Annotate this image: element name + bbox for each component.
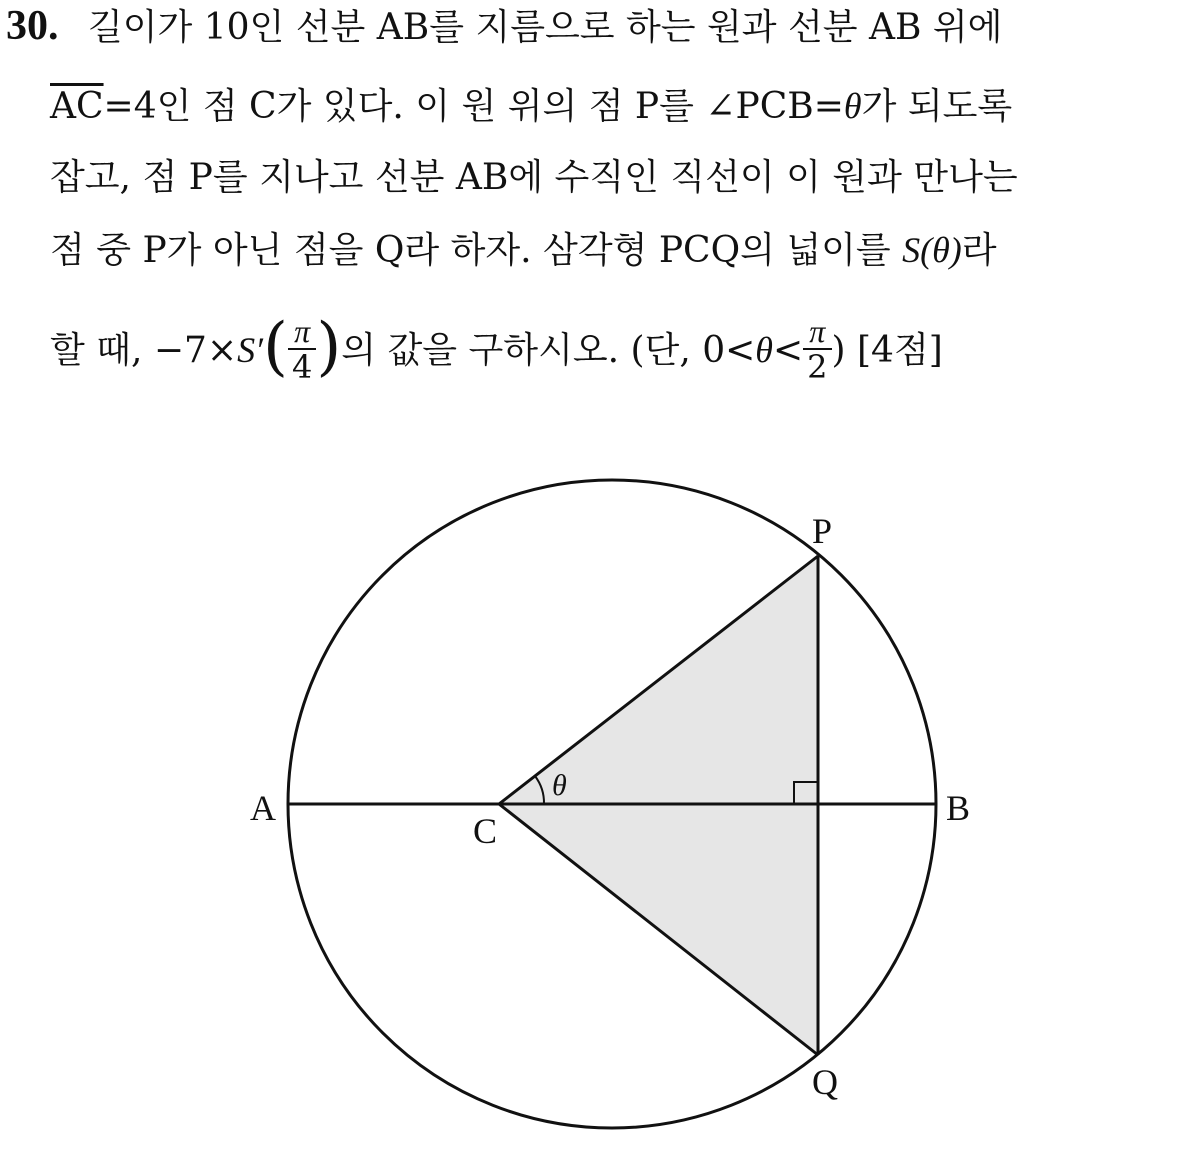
theta-symbol: θ [843, 86, 862, 126]
fraction-denominator: 4 [288, 348, 316, 384]
fraction2-numerator: π [809, 313, 826, 349]
label-p: P [812, 511, 833, 551]
line4-text: 점 중 P가 아닌 점을 Q라 하자. 삼각형 PCQ의 넓이를 [50, 230, 891, 271]
area-function: S(θ) [902, 230, 962, 270]
theta-symbol-2: θ [755, 330, 773, 370]
label-c: C [473, 811, 498, 851]
line5-text-a: 할 때, −7× [50, 330, 238, 371]
derivative-function: S′ [237, 330, 263, 370]
line4-end: 라 [961, 230, 997, 271]
line5-text-d: ) [4점] [831, 330, 943, 371]
label-b: B [946, 788, 971, 828]
right-paren: ) [316, 310, 342, 384]
line1-text: 길이가 10인 선분 AB를 지름으로 하는 원과 선분 AB 위에 [87, 7, 1003, 48]
fraction2-denominator: 2 [803, 348, 831, 384]
label-a: A [250, 788, 276, 828]
line2-text: =4인 점 C가 있다. 이 원 위의 점 P를 ∠PCB= [103, 86, 844, 127]
line5-text-b: 의 값을 구하시오. (단, 0< [341, 330, 756, 371]
label-theta: θ [552, 769, 567, 802]
problem-number: 30. [6, 3, 59, 49]
line3-text: 잡고, 점 P를 지나고 선분 AB에 수직인 직선이 이 원과 만나는 [50, 157, 1018, 198]
label-q: Q [812, 1062, 838, 1102]
line2-rest: 가 되도록 [861, 86, 1013, 127]
left-paren: ( [263, 310, 288, 384]
less-than: < [772, 330, 804, 371]
fraction-numerator: π [294, 313, 311, 349]
segment-ac: $\overline{AC}$ [50, 86, 104, 127]
